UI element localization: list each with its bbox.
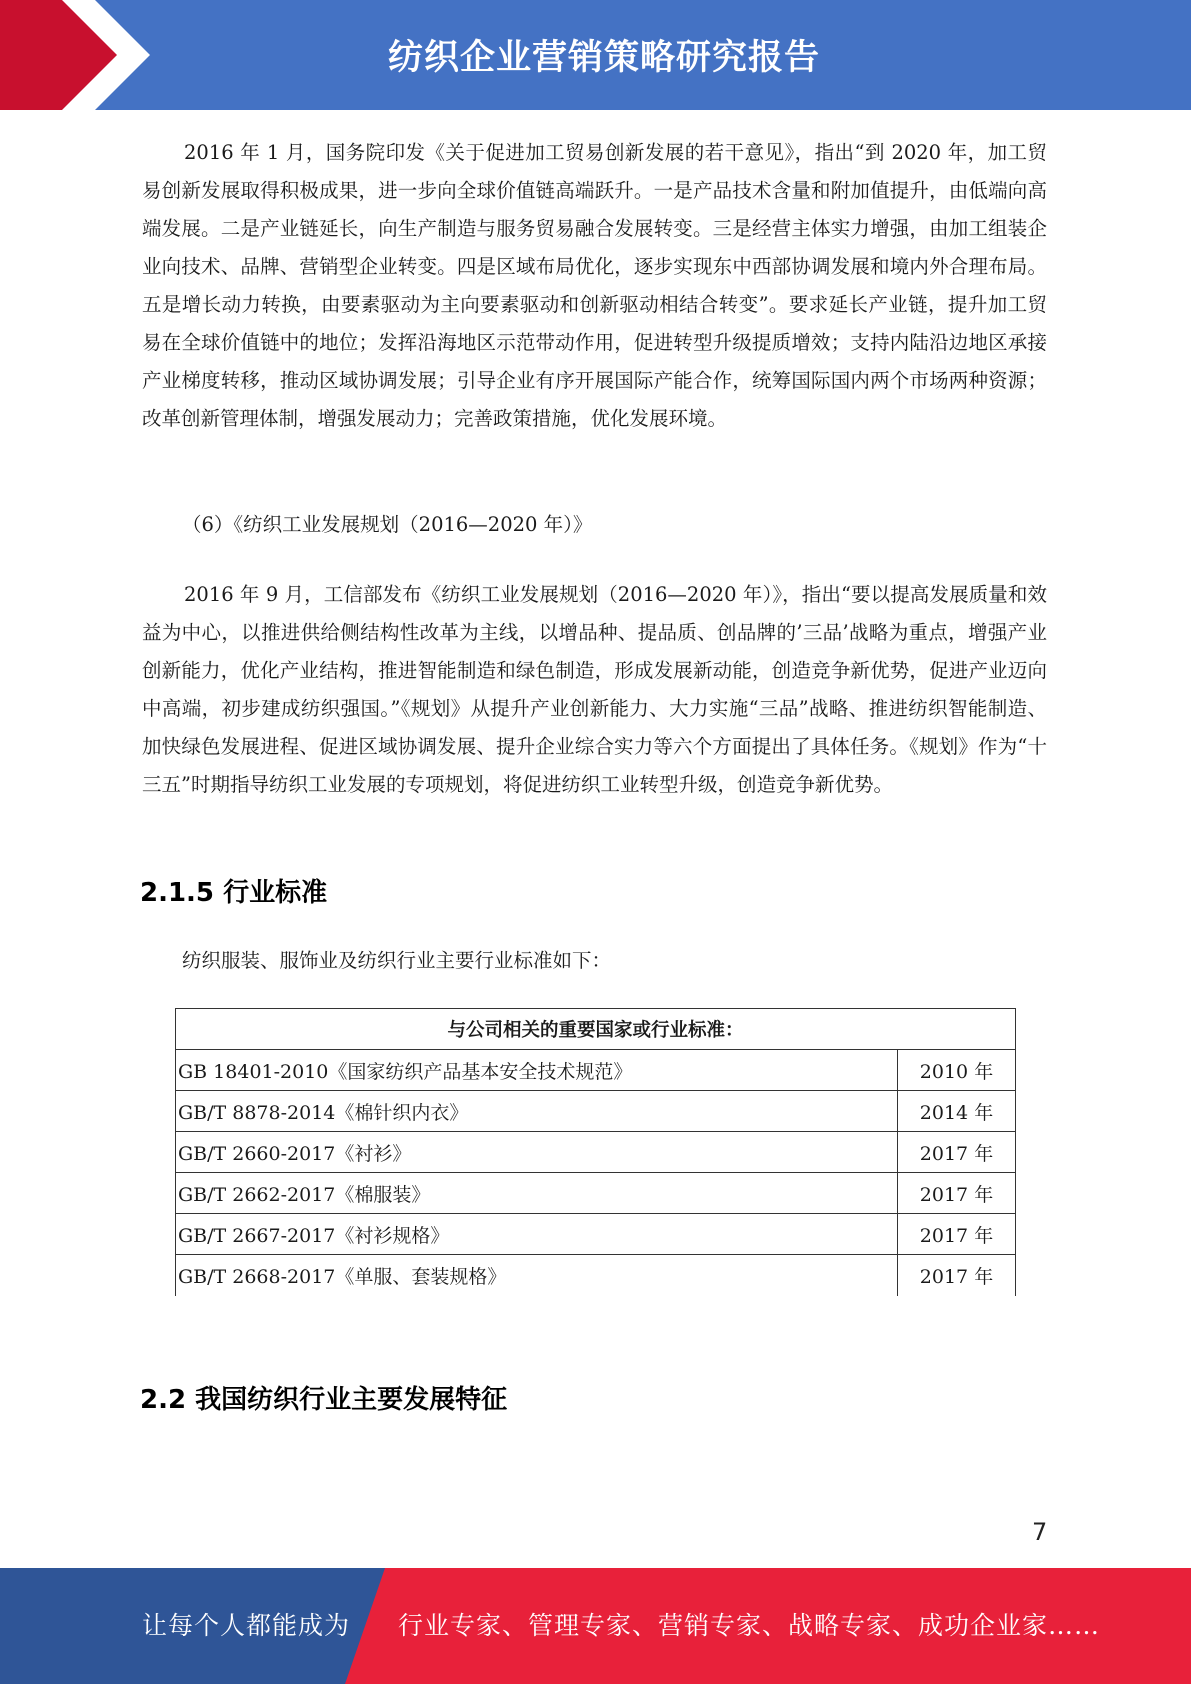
standard-name: GB 18401-2010《国家纺织产品基本安全技术规范》 <box>176 1050 898 1091</box>
table-row <box>176 1091 1016 1132</box>
page-header <box>0 0 1191 110</box>
section-heading-industry-standards: 2.1.5 行业标准 <box>140 878 328 908</box>
standard-name: GB/T 2662-2017《棉服装》 <box>176 1173 898 1214</box>
standard-year: 2010 年 <box>898 1050 1016 1091</box>
paragraph-processing-trade: 2016 年 1 月，国务院印发《关于促进加工贸易创新发展的若干意见》，指出“到 2020 年，加工贸易创新发展取得积极成果，进一步向全球价值链高端跃升。一是产品技术含量和附加值提升，由低端向高端发展。二是产业链延长，向生产制造与服务贸易融合发展转变。三是经营主体实力增强，由加工组装企业向技术、品牌、营销型企业转变。四是区域布局优化，逐步实现东中西部协调发展和境内外合理布局。五是增长动力转换，由要素驱动为主向要素驱动和创新驱动相结合转变”。要求延长产业链，提升加工贸易在全球价值链中的地位；发挥沿海地区示范带动作用，促进转型升级提质增效；支持内陆沿边地区承接产业梯度转移，推动区域协调发展；引导企业有序开展国际产能合作，统筹国际国内两个市场两种资源；改革创新管理体制，增强发展动力；完善政策措施，优化发展环境。 <box>142 141 1047 430</box>
paragraph-textile-plan: 2016 年 9 月，工信部发布《纺织工业发展规划（2016—2020 年）》，指出“要以提高发展质量和效益为中心，以推进供给侧结构性改革为主线，以增品种、提品质、创品牌的’三品’战略为重点，增强产业创新能力，优化产业结构，推进智能制造和绿色制造，形成发展新动能，创造竞争新优势，促进产业迈向中高端，初步建成纺织强国。”《规划》从提升产业创新能力、大力实施“三品”战略、推进纺织智能制造、加快绿色发展进程、促进区域协调发展、提升企业综合实力等六个方面提出了具体任务。《规划》作为“十三五”时期指导纺织工业发展的专项规划，将促进纺织工业转型升级，创造竞争新优势。 <box>142 583 1047 796</box>
page-number: 7 <box>1032 1518 1048 1546</box>
footer-slogan-left: 让每个人都能成为 <box>142 1611 351 1640</box>
standard-year: 2017 年 <box>898 1173 1016 1214</box>
header-arrow-decoration <box>0 0 160 110</box>
table-header: 与公司相关的重要国家或行业标准： <box>176 1009 1016 1050</box>
standard-year: 2017 年 <box>898 1132 1016 1173</box>
sub-item-textile-plan: （6）《纺织工业发展规划（2016—2020 年）》 <box>182 513 593 536</box>
section-heading-development-features: 2.2 我国纺织行业主要发展特征 <box>140 1385 508 1415</box>
table-row <box>176 1050 1016 1091</box>
table-row <box>176 1132 1016 1173</box>
standard-year: 2017 年 <box>898 1255 1016 1296</box>
standard-name: GB/T 2667-2017《衬衫规格》 <box>176 1214 898 1255</box>
report-title: 纺织企业营销策略研究报告 <box>388 38 821 78</box>
table-header-row <box>176 1009 1016 1050</box>
footer-slogan-right: 行业专家、管理专家、营销专家、战略专家、成功企业家…… <box>398 1611 1101 1640</box>
standards-intro: 纺织服装、服饰业及纺织行业主要行业标准如下： <box>182 949 612 972</box>
table-row <box>176 1255 1016 1296</box>
standard-year: 2014 年 <box>898 1091 1016 1132</box>
page-footer <box>0 1568 1191 1684</box>
table-row <box>176 1214 1016 1255</box>
standard-name: GB/T 2660-2017《衬衫》 <box>176 1132 898 1173</box>
standard-name: GB/T 2668-2017《单服、套装规格》 <box>176 1255 898 1296</box>
standards-table <box>175 1008 1016 1296</box>
table-row <box>176 1173 1016 1214</box>
standard-name: GB/T 8878-2014《棉针织内衣》 <box>176 1091 898 1132</box>
standard-year: 2017 年 <box>898 1214 1016 1255</box>
